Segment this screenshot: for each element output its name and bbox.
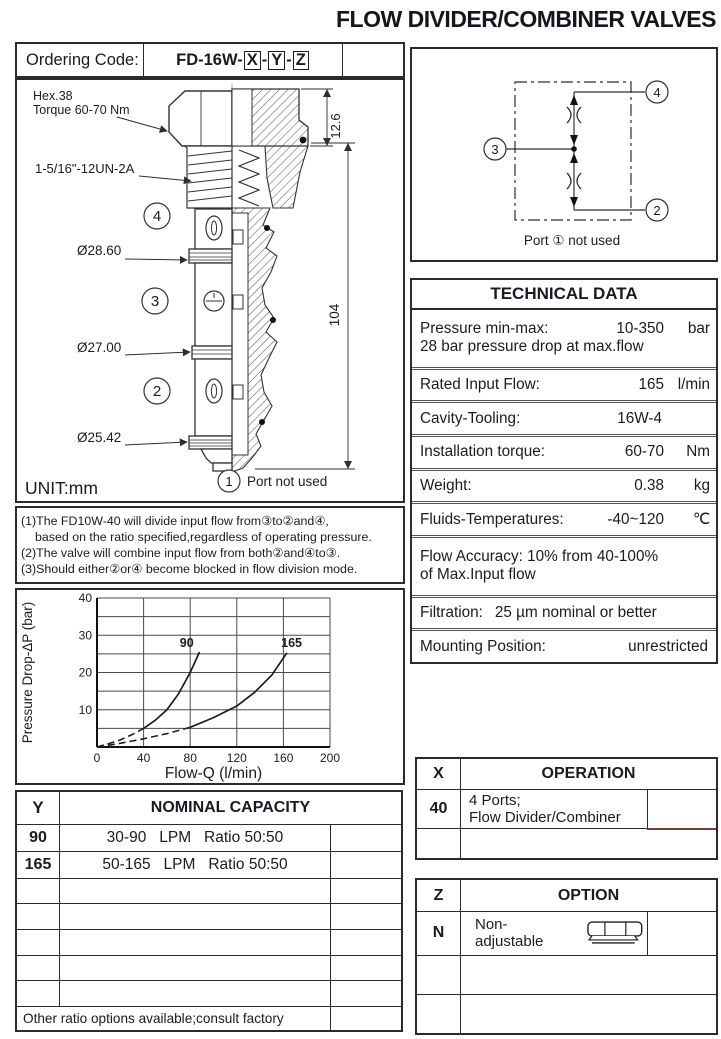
series-165-solid <box>190 653 287 728</box>
capacity-side-cell <box>330 930 401 955</box>
operation-desc <box>461 829 716 858</box>
hex-head <box>169 91 232 146</box>
option-key <box>417 995 461 1033</box>
ordering-code-spare-cell <box>343 44 403 76</box>
orifice-top <box>567 107 571 123</box>
schematic-caption: Port ① not used <box>523 233 621 248</box>
tech-label: Installation torque: <box>420 443 546 461</box>
tech-label: Cavity-Tooling: <box>420 409 521 427</box>
operation-key: 40 <box>417 790 461 828</box>
series-label-165: 165 <box>281 636 302 651</box>
tech-value: unrestricted <box>628 637 708 655</box>
tech-unit: Nm <box>686 443 710 461</box>
option-desc <box>461 912 647 954</box>
capacity-key: 165 <box>17 852 60 878</box>
note-line-3: (2)The valve will combine input flow from both②and④to③. <box>21 546 341 560</box>
x-axis-label: Flow-Q (l/min) <box>164 765 263 782</box>
port4-window <box>206 216 222 240</box>
option-row <box>417 912 716 955</box>
o-ring-dot <box>300 137 307 144</box>
capacity-side-cell <box>330 904 401 929</box>
dim-height-label: 104 <box>327 303 342 327</box>
ordering-code-value <box>144 44 343 76</box>
operation-desc-line1: 4 Ports; <box>469 791 521 809</box>
y-tick-label: 10 <box>78 702 92 717</box>
capacity-key <box>17 904 60 929</box>
orifice-bottom <box>567 173 571 189</box>
schematic-port3: 3 <box>491 142 499 157</box>
tech-row <box>412 504 716 538</box>
capacity-side-cell <box>330 981 401 1006</box>
capacity-side-cell <box>330 1007 401 1030</box>
option-key <box>417 956 461 994</box>
capacity-row <box>17 852 401 879</box>
operation-key <box>417 829 461 858</box>
y-tick-label: 30 <box>78 628 92 643</box>
capacity-desc <box>60 904 330 929</box>
port1-number: 1 <box>225 474 233 489</box>
option-header: OPTION <box>557 886 620 904</box>
operation-row <box>417 829 716 858</box>
tech-row <box>412 370 716 404</box>
capacity-side-cell <box>330 879 401 904</box>
hex-callout: Hex.38 <box>33 89 73 103</box>
tech-label: Flow Accuracy: 10% from 40-100% <box>420 548 659 566</box>
capacity-row <box>17 879 401 905</box>
capacity-footer-row <box>17 1007 401 1030</box>
dim-top-label: 12.6 <box>328 113 343 139</box>
capacity-row <box>17 825 401 852</box>
schematic-port2: 2 <box>653 203 661 218</box>
spool-bore <box>232 213 248 455</box>
capacity-desc: 50-165 LPM Ratio 50:50 <box>102 855 288 873</box>
x-tick-label: 80 <box>183 751 197 765</box>
tech-value: -40~120 <box>607 510 664 528</box>
tech-unit: l/min <box>677 375 710 393</box>
option-key-header: Z <box>417 880 461 911</box>
tech-row <box>412 631 716 662</box>
tech-value: 0.38 <box>634 476 664 494</box>
page-title: FLOW DIVIDER/COMBINER VALVES <box>336 6 716 32</box>
note-line-2: based on the ratio specified,regardless of operating pressure. <box>35 530 372 544</box>
tech-row <box>412 538 716 598</box>
tech-label: Fluids-Temperatures: <box>420 510 564 528</box>
port2-window <box>206 379 222 403</box>
ordering-code-y: Y <box>268 51 285 70</box>
capacity-key <box>17 956 60 981</box>
operation-table <box>415 757 718 860</box>
ordering-code-bar <box>15 42 405 78</box>
valve-drawing-box <box>15 78 405 503</box>
tech-value: 60-70 <box>624 443 664 461</box>
unit-label: UNIT:mm <box>25 478 98 498</box>
operation-header: OPERATION <box>541 764 636 782</box>
option-desc-text: Non-adjustable <box>475 916 544 951</box>
capacity-key <box>17 981 60 1006</box>
capacity-desc <box>60 879 330 904</box>
option-desc <box>461 956 716 994</box>
tech-line2: of Max.Input flow <box>420 566 536 584</box>
tech-row <box>412 471 716 505</box>
ordering-code-x: X <box>244 51 261 70</box>
tech-label: Mounting Position: <box>420 637 546 655</box>
option-side-cell <box>647 912 716 954</box>
x-tick-label: 0 <box>93 751 101 765</box>
tech-row <box>412 437 716 471</box>
capacity-desc <box>60 981 330 1006</box>
schematic-box <box>410 47 718 262</box>
tech-label: Weight: <box>420 476 472 494</box>
ordering-code-label: Ordering Code: <box>17 44 144 76</box>
capacity-desc: 30-90 LPM Ratio 50:50 <box>106 829 284 847</box>
schematic-port4: 4 <box>653 85 661 100</box>
operation-row <box>417 790 716 829</box>
ordering-code-prefix: FD-16W- <box>176 50 243 69</box>
tech-value: 165 <box>638 375 664 393</box>
tech-row <box>412 310 716 370</box>
capacity-footer: Other ratio options available;consult factory <box>23 1011 284 1027</box>
capacity-header: NOMINAL CAPACITY <box>150 799 311 817</box>
port3-label: 3 <box>150 293 160 310</box>
series-label-90: 90 <box>179 636 194 651</box>
series-90-solid <box>144 652 200 728</box>
tech-value: 25 µm nominal or better <box>494 603 657 621</box>
x-tick-label: 40 <box>136 751 151 765</box>
ordering-code-z: Z <box>293 51 309 70</box>
capacity-row <box>17 956 401 982</box>
body-wall-section <box>265 146 308 208</box>
option-desc <box>461 995 716 1033</box>
tech-label: Filtration: <box>420 603 483 621</box>
dia1-callout: Ø28.60 <box>77 243 122 258</box>
y-axis-label: Pressure Drop-ΔP (bar) <box>20 601 35 744</box>
port4-label: 4 <box>152 208 162 225</box>
capacity-desc <box>60 930 330 955</box>
x-tick-label: 160 <box>273 751 294 765</box>
ordering-code-sep2: - <box>286 50 292 69</box>
port2-label: 2 <box>152 383 162 400</box>
operation-side-cell <box>647 790 716 831</box>
tech-label: Pressure min-max: <box>420 320 549 338</box>
capacity-key <box>17 879 60 904</box>
junction-dot <box>571 146 577 152</box>
operation-key-header: X <box>417 759 461 789</box>
note-line-4: (3)Should either②or④ become blocked in flow division mode. <box>21 562 358 576</box>
nominal-capacity-table <box>15 790 403 1032</box>
capacity-key-header: Y <box>17 792 60 824</box>
thread-callout: 1-5/16"-12UN-2A <box>35 161 135 176</box>
tech-unit: bar <box>687 320 710 338</box>
capacity-header-row <box>17 792 401 825</box>
capacity-side-cell <box>330 956 401 981</box>
ordering-code-sep1: - <box>261 50 268 69</box>
notes <box>15 506 405 584</box>
pressure-drop-chart-box <box>15 588 405 785</box>
body-external <box>189 209 232 471</box>
capacity-desc <box>60 956 330 981</box>
torque-callout: Torque 60-70 Nm <box>33 103 130 117</box>
dia3-callout: Ø25.42 <box>77 430 122 445</box>
option-key: N <box>417 912 461 954</box>
capacity-row <box>17 904 401 930</box>
tech-value: 10-350 <box>616 320 664 338</box>
option-header-row <box>417 880 716 912</box>
capacity-key: 90 <box>17 825 60 851</box>
hex-plug-icon <box>585 920 647 946</box>
technical-data-header: TECHNICAL DATA <box>412 280 716 310</box>
capacity-key <box>17 930 60 955</box>
schematic-diagram <box>412 49 716 260</box>
spring <box>239 150 259 206</box>
tech-unit: ℃ <box>692 511 710 529</box>
tech-row <box>412 598 716 632</box>
x-tick-label: 120 <box>226 751 247 765</box>
capacity-side-cell <box>330 825 401 851</box>
capacity-side-cell <box>330 852 401 878</box>
dia2-callout: Ø27.00 <box>77 340 122 355</box>
capacity-row <box>17 981 401 1007</box>
option-table <box>415 878 718 1035</box>
tech-line2: 28 bar pressure drop at max.flow <box>420 338 644 356</box>
tech-value: 16W-4 <box>617 409 662 427</box>
operation-desc-line2: Flow Divider/Combiner <box>469 808 621 826</box>
operation-header-row <box>417 759 716 790</box>
x-tick-label: 200 <box>319 751 341 765</box>
technical-data-table <box>410 278 718 664</box>
operation-desc <box>461 790 647 828</box>
tech-unit: kg <box>693 476 710 494</box>
note-line-1: (1)The FD10W-40 will divide input flow from③to②and④, <box>21 514 329 528</box>
y-tick-label: 20 <box>78 665 92 680</box>
series-90-dashed <box>97 728 144 747</box>
option-row <box>417 956 716 995</box>
tech-label: Rated Input Flow: <box>420 375 540 393</box>
capacity-row <box>17 930 401 956</box>
valve-drawing <box>17 80 403 501</box>
pressure-drop-chart <box>17 590 403 783</box>
option-row <box>417 995 716 1033</box>
port1-note: Port not used <box>247 474 328 489</box>
port-labels <box>142 203 170 404</box>
tech-row <box>412 403 716 437</box>
y-tick-label: 40 <box>78 591 92 605</box>
